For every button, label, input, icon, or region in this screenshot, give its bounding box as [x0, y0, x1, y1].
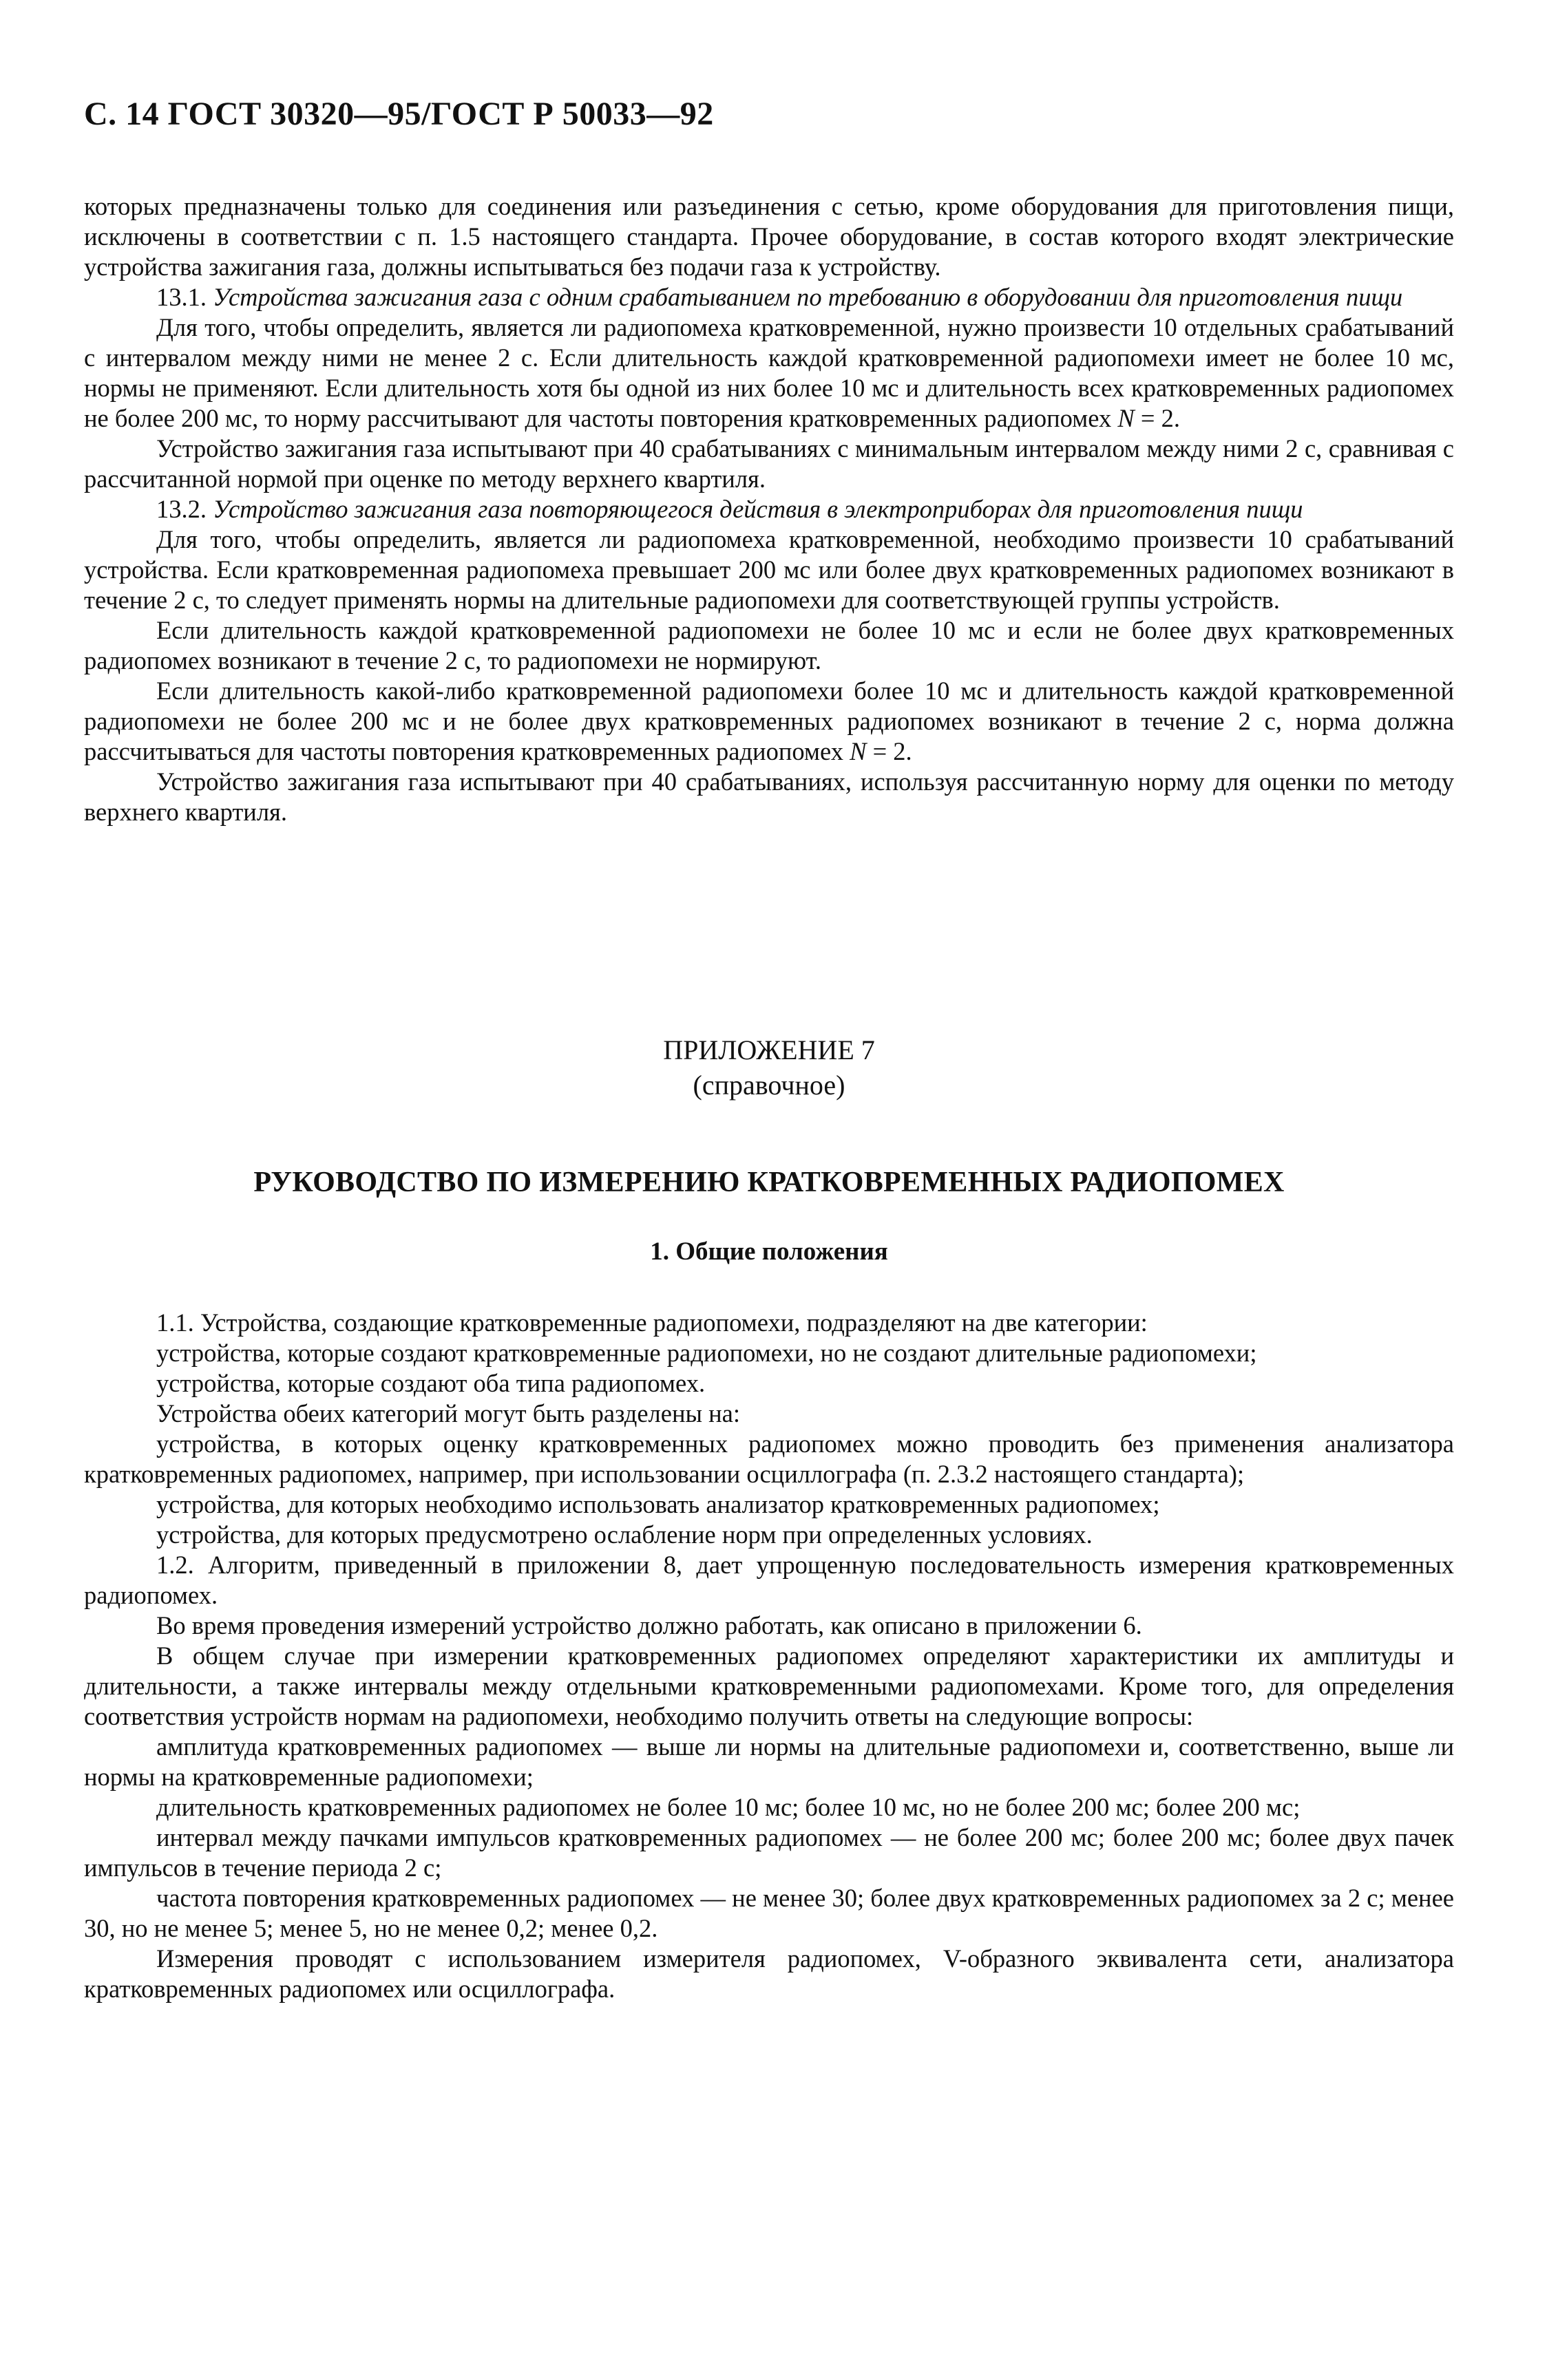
paragraph: Для того, чтобы определить, является ли радиопомеха кратковременной, необходимо произвести 10 срабатываний устройства. Если кратковременная радиопомеха превышает 200 мс или более двух кратковременных радиопомех возникают в течение 2 с, то следует применять нормы на длительные радиопомехи для соответствующей группы устройств.	[84, 525, 1454, 614]
paragraph: устройства, для которых необходимо использовать анализатор кратковременных радиопомех;	[156, 1490, 1160, 1518]
paragraph: Во время проведения измерений устройство должно работать, как описано в приложении 6.	[156, 1611, 1142, 1639]
paragraph-text: Если длительность какой-либо кратковременной радиопомехи более 10 мс и длительность каждой кратковременной радиопомехи не более 200 мс и не более двух кратковременных радиопомех возникают в течение 2 с, норма должна рассчитываться для частоты повторения кратковременных радиопомех	[84, 677, 1454, 765]
formula-variable: N	[1117, 404, 1135, 432]
appendix-label: ПРИЛОЖЕНИЕ 7	[663, 1034, 875, 1065]
appendix-title: РУКОВОДСТВО ПО ИЗМЕРЕНИЮ КРАТКОВРЕМЕННЫХ РАДИОПОМЕХ	[253, 1167, 1285, 1198]
paragraph: Если длительность каждой кратковременной радиопомехи не более 10 мс и если не более двух кратковременных радиопомех возникают в течение 2 с, то радиопомехи не нормируют.	[84, 616, 1454, 674]
paragraph: которых предназначены только для соединения или разъединения с сетью, кроме оборудования для приготовления пищи, исключены в соответствии с п. 1.5 настоящего стандарта. Прочее оборудование, в состав которого входят электрические устройства зажигания газа, должны испытываться без подачи газа к устройству.	[84, 192, 1454, 281]
paragraph: Измерения проводят с использованием измерителя радиопомех, V-образного эквивалента сети, анализатора кратковременных радиопомех или осциллографа.	[84, 1944, 1454, 2003]
paragraph: устройства, в которых оценку кратковременных радиопомех можно проводить без применения анализатора кратковременных радиопомех, например, при использовании осциллографа (п. 2.3.2 настоящего стандарта);	[84, 1430, 1454, 1488]
section-13-text	[84, 191, 1454, 827]
clause-title: Устройства зажигания газа с одним срабатыванием по требованию в оборудовании для приготовления пищи	[213, 283, 1403, 311]
paragraph: устройства, которые создают кратковременные радиопомехи, но не создают длительные радиопомехи;	[156, 1339, 1257, 1367]
paragraph: 1.1. Устройства, создающие кратковременные радиопомехи, подразделяют на две категории:	[156, 1308, 1148, 1337]
paragraph: частота повторения кратковременных радиопомех — не менее 30; более двух кратковременных радиопомех за 2 с; менее 30, но не менее 5; менее 5, но не менее 0,2; менее 0,2.	[84, 1884, 1454, 1942]
paragraph: Устройство зажигания газа испытывают при 40 срабатываниях с минимальным интервалом между ними 2 с, сравнивая с рассчитанной нормой при оценке по методу верхнего квартиля.	[84, 434, 1454, 493]
appendix-text	[84, 1308, 1454, 2004]
clause-number: 13.1.	[156, 283, 207, 311]
paragraph: устройства, которые создают оба типа радиопомех.	[156, 1369, 706, 1397]
paragraph: длительность кратковременных радиопомех не более 10 мс; более 10 мс, но не более 200 мс; более 200 мс;	[156, 1793, 1301, 1821]
paragraph	[84, 676, 1454, 767]
paragraph	[84, 312, 1454, 434]
page-header: С. 14 ГОСТ 30320—95/ГОСТ Р 50033—92	[84, 96, 714, 132]
formula-variable: N	[850, 737, 867, 765]
paragraph: интервал между пачками импульсов кратковременных радиопомех — не более 200 мс; более 200 мс; более двух пачек импульсов в течение периода 2 с;	[84, 1823, 1454, 1882]
paragraph: Устройства обеих категорий могут быть разделены на:	[156, 1399, 741, 1427]
clause-number: 13.2.	[156, 495, 207, 523]
paragraph: устройства, для которых предусмотрено ослабление норм при определенных условиях.	[156, 1520, 1093, 1549]
paragraph-text: Для того, чтобы определить, является ли радиопомеха кратковременной, нужно произвести 10 отдельных срабатываний с интервалом между ними не менее 2 с. Если длительность каждой кратковременной радиопомехи имеет не более 10 мс, нормы не применяют. Если длительность хотя бы одной из них более 10 мс и длительность всех кратковременных радиопомех не более 200 мс, то норму рассчитывают для частоты повторения кратковременных радиопомех	[84, 313, 1454, 432]
clause-title: Устройство зажигания газа повторяющегося действия в электроприборах для приготовления пищи	[213, 495, 1303, 523]
section-heading: 1. Общие положения	[650, 1237, 888, 1266]
clause-13-1-heading	[84, 282, 1454, 312]
formula-value: = 2.	[866, 737, 912, 765]
paragraph: Устройство зажигания газа испытывают при 40 срабатываниях, используя рассчитанную норму для оценки по методу верхнего квартиля.	[84, 767, 1454, 826]
formula-value: = 2.	[1134, 404, 1180, 432]
paragraph: В общем случае при измерении кратковременных радиопомех определяют характеристики их амплитуды и длительности, а также интервалы между отдельными кратковременными радиопомехами. Кроме того, для определения соответствия устройств нормам на радиопомехи, необходимо получить ответы на следующие вопросы:	[84, 1641, 1454, 1730]
appendix-subtitle: (справочное)	[693, 1070, 845, 1101]
clause-13-2-heading	[84, 494, 1454, 524]
paragraph: 1.2. Алгоритм, приведенный в приложении 8, дает упрощенную последовательность измерения кратковременных радиопомех.	[84, 1551, 1454, 1609]
paragraph: амплитуда кратковременных радиопомех — выше ли нормы на длительные радиопомехи и, соответственно, выше ли нормы на кратковременные радиопомехи;	[84, 1732, 1454, 1791]
